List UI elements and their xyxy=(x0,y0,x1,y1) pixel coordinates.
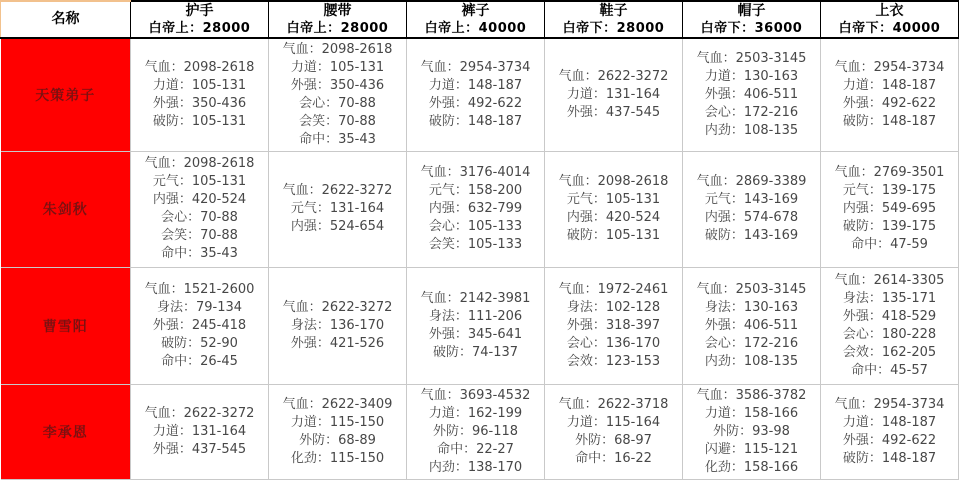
stat-line: 气血：2503-3145 xyxy=(696,50,807,66)
stat-cell xyxy=(407,151,545,267)
stat-line: 气血：2142-3981 xyxy=(420,290,531,306)
stat-line: 力道：105-131 xyxy=(152,77,247,93)
stat-line: 气血：3586-3782 xyxy=(696,387,807,403)
stat-line: 会效：123-153 xyxy=(566,353,661,369)
stat-line: 破防：139-175 xyxy=(842,219,937,234)
stat-cell xyxy=(407,267,545,384)
col-header-sublabel: 白帝上：40000 xyxy=(424,20,527,36)
stat-line: 会心：180-228 xyxy=(842,326,937,342)
stat-line: 内强：420-524 xyxy=(566,210,661,225)
stat-line: 身法：135-171 xyxy=(842,290,937,306)
stat-cell xyxy=(131,151,269,267)
stat-cell xyxy=(683,384,821,479)
table-row xyxy=(1,38,959,151)
stat-line: 气血：2098-2618 xyxy=(282,41,393,57)
stat-line: 破防：105-131 xyxy=(566,228,661,243)
stat-line: 元气：158-200 xyxy=(428,183,523,198)
stat-line: 会笑：105-133 xyxy=(428,237,523,252)
stat-line: 气血：2098-2618 xyxy=(144,59,255,75)
col-header-sublabel: 白帝下：28000 xyxy=(562,20,665,36)
stat-line: 气血：2769-3501 xyxy=(834,165,945,180)
col-header-gauntlets xyxy=(131,1,269,38)
stat-line: 破防：74-137 xyxy=(432,344,519,360)
stat-line: 元气：143-169 xyxy=(704,192,799,207)
stat-line: 力道：148-187 xyxy=(428,77,523,93)
stat-line: 气血：2098-2618 xyxy=(144,156,255,171)
stat-line: 命中：47-59 xyxy=(851,237,928,252)
stat-line: 力道：148-187 xyxy=(842,77,937,93)
stat-line: 元气：105-131 xyxy=(566,192,661,207)
stat-line: 外强：406-511 xyxy=(704,86,799,102)
row-name: 天策弟子 xyxy=(1,38,131,151)
stat-line: 会心：105-133 xyxy=(428,219,523,234)
stat-line: 气血：2622-3272 xyxy=(558,68,669,84)
col-header-hat xyxy=(683,1,821,38)
stat-line: 元气：131-164 xyxy=(290,201,385,216)
stat-line: 力道：130-163 xyxy=(704,68,799,84)
stat-line: 化劲：115-150 xyxy=(290,450,385,466)
stat-cell xyxy=(269,151,407,267)
stat-line: 力道：131-164 xyxy=(152,423,247,439)
stat-line: 气血：3693-4532 xyxy=(420,387,531,403)
col-header-jacket xyxy=(821,1,959,38)
stat-cell xyxy=(683,267,821,384)
stat-line: 外强：492-622 xyxy=(428,95,523,111)
stat-line: 外强：421-526 xyxy=(290,335,385,351)
stat-line: 内强：549-695 xyxy=(842,201,937,216)
header-row xyxy=(1,1,959,38)
stat-cell xyxy=(269,384,407,479)
col-header-label: 上衣 xyxy=(875,2,904,19)
stat-line: 气血：2622-3272 xyxy=(282,183,393,198)
stat-line: 力道：115-164 xyxy=(566,414,661,430)
stat-line: 内劲：108-135 xyxy=(704,353,799,369)
stat-line: 气血：3176-4014 xyxy=(420,165,531,180)
stat-line: 力道：105-131 xyxy=(290,59,385,75)
stat-line: 命中：45-57 xyxy=(851,362,928,378)
stat-line: 命中：26-45 xyxy=(161,353,238,369)
stat-line: 破防：148-187 xyxy=(842,113,937,129)
stat-cell xyxy=(131,267,269,384)
stat-line: 外强：492-622 xyxy=(842,95,937,111)
stat-line: 身法：130-163 xyxy=(704,299,799,315)
col-header-name xyxy=(1,1,131,38)
col-header-sublabel: 白帝上：28000 xyxy=(148,20,251,36)
stat-line: 气血：2614-3305 xyxy=(834,272,945,288)
stat-line: 内强：574-678 xyxy=(704,210,799,225)
stat-line: 外强：437-545 xyxy=(152,441,247,457)
stat-line: 外强：318-397 xyxy=(566,317,661,333)
row-name: 朱剑秋 xyxy=(1,151,131,267)
table-row xyxy=(1,384,959,479)
stat-cell xyxy=(131,38,269,151)
stat-line: 会笑：70-88 xyxy=(299,113,376,129)
stat-line: 破防：52-90 xyxy=(161,335,238,351)
stat-line: 会笑：70-88 xyxy=(161,228,238,243)
stat-line: 内劲：108-135 xyxy=(704,122,799,138)
stat-cell xyxy=(545,38,683,151)
stat-line: 命中：35-43 xyxy=(161,246,238,261)
stat-line: 命中：22-27 xyxy=(437,441,514,457)
stat-cell xyxy=(545,151,683,267)
col-header-label: 腰带 xyxy=(323,2,352,19)
stat-line: 外强：406-511 xyxy=(704,317,799,333)
stat-line: 外防：93-98 xyxy=(713,423,790,439)
row-name: 曹雪阳 xyxy=(1,267,131,384)
stat-line: 气血：2954-3734 xyxy=(420,59,531,75)
stat-line: 会心：172-216 xyxy=(704,104,799,120)
stat-cell xyxy=(269,38,407,151)
stat-line: 内劲：138-170 xyxy=(428,459,523,475)
stat-line: 气血：2622-3272 xyxy=(282,299,393,315)
stat-line: 力道：131-164 xyxy=(566,86,661,102)
stat-cell xyxy=(269,267,407,384)
stat-line: 会心：172-216 xyxy=(704,335,799,351)
stat-line: 气血：2622-3272 xyxy=(144,405,255,421)
stat-cell xyxy=(683,38,821,151)
col-header-label: 鞋子 xyxy=(599,2,628,19)
stat-line: 外防：96-118 xyxy=(432,423,519,439)
stat-line: 命中：16-22 xyxy=(575,450,652,466)
stat-line: 化劲：158-166 xyxy=(704,459,799,475)
stat-line: 气血：1521-2600 xyxy=(144,281,255,297)
row-name: 李承恩 xyxy=(1,384,131,479)
stat-line: 外强：492-622 xyxy=(842,432,937,448)
stat-line: 气血：2622-3718 xyxy=(558,396,669,412)
stat-line: 会效：162-205 xyxy=(842,344,937,360)
stat-line: 力道：115-150 xyxy=(290,414,385,430)
stat-line: 外防：68-89 xyxy=(299,432,376,448)
stat-line: 外强：418-529 xyxy=(842,308,937,324)
stat-cell xyxy=(683,151,821,267)
stat-line: 身法：102-128 xyxy=(566,299,661,315)
stat-cell xyxy=(821,38,959,151)
col-header-sublabel: 白帝上：28000 xyxy=(286,20,389,36)
stat-line: 外强：350-436 xyxy=(152,95,247,111)
stat-line: 内强：420-524 xyxy=(152,192,247,207)
stat-line: 闪避：115-121 xyxy=(704,441,799,457)
stat-cell xyxy=(407,38,545,151)
col-header-pants xyxy=(407,1,545,38)
stat-line: 内强：632-799 xyxy=(428,201,523,216)
stat-line: 破防：148-187 xyxy=(428,113,523,129)
stat-line: 身法：79-134 xyxy=(156,299,243,315)
stat-cell xyxy=(821,151,959,267)
stat-line: 外强：245-418 xyxy=(152,317,247,333)
stat-line: 气血：2098-2618 xyxy=(558,174,669,189)
stat-line: 力道：162-199 xyxy=(428,405,523,421)
col-header-label: 裤子 xyxy=(461,2,490,19)
stat-line: 气血：2503-3145 xyxy=(696,281,807,297)
col-header-label: 帽子 xyxy=(737,2,766,19)
col-header-sublabel: 白帝下：40000 xyxy=(838,20,941,36)
stat-line: 身法：136-170 xyxy=(290,317,385,333)
stat-cell xyxy=(821,384,959,479)
stat-line: 外强：437-545 xyxy=(566,104,661,120)
stat-line: 力道：148-187 xyxy=(842,414,937,430)
stat-line: 命中：35-43 xyxy=(299,131,376,147)
stat-line: 元气：105-131 xyxy=(152,174,247,189)
stat-line: 力道：158-166 xyxy=(704,405,799,421)
stat-line: 气血：2869-3389 xyxy=(696,174,807,189)
stat-cell xyxy=(545,384,683,479)
stat-line: 会心：70-88 xyxy=(299,95,376,111)
stat-line: 破防：143-169 xyxy=(704,228,799,243)
stat-line: 外强：350-436 xyxy=(290,77,385,93)
col-header-label: 护手 xyxy=(185,2,214,19)
stat-line: 元气：139-175 xyxy=(842,183,937,198)
stat-line: 破防：148-187 xyxy=(842,450,937,466)
stat-line: 会心：70-88 xyxy=(161,210,238,225)
stat-cell xyxy=(545,267,683,384)
col-header-label: 名称 xyxy=(51,11,80,27)
stat-line: 会心：136-170 xyxy=(566,335,661,351)
col-header-belt xyxy=(269,1,407,38)
table-row xyxy=(1,267,959,384)
stat-cell xyxy=(407,384,545,479)
stat-cell xyxy=(821,267,959,384)
table-row xyxy=(1,151,959,267)
stat-line: 外防：68-97 xyxy=(575,432,652,448)
stat-line: 气血：2622-3409 xyxy=(282,396,393,412)
stat-line: 气血：2954-3734 xyxy=(834,396,945,412)
stat-line: 身法：111-206 xyxy=(428,308,523,324)
stat-line: 气血：1972-2461 xyxy=(558,281,669,297)
col-header-shoes xyxy=(545,1,683,38)
stat-cell xyxy=(131,384,269,479)
stat-line: 破防：105-131 xyxy=(152,113,247,129)
table-body xyxy=(1,38,959,479)
stat-line: 气血：2954-3734 xyxy=(834,59,945,75)
stat-line: 外强：345-641 xyxy=(428,326,523,342)
stat-line: 内强：524-654 xyxy=(290,219,385,234)
col-header-sublabel: 白帝下：36000 xyxy=(700,20,803,36)
